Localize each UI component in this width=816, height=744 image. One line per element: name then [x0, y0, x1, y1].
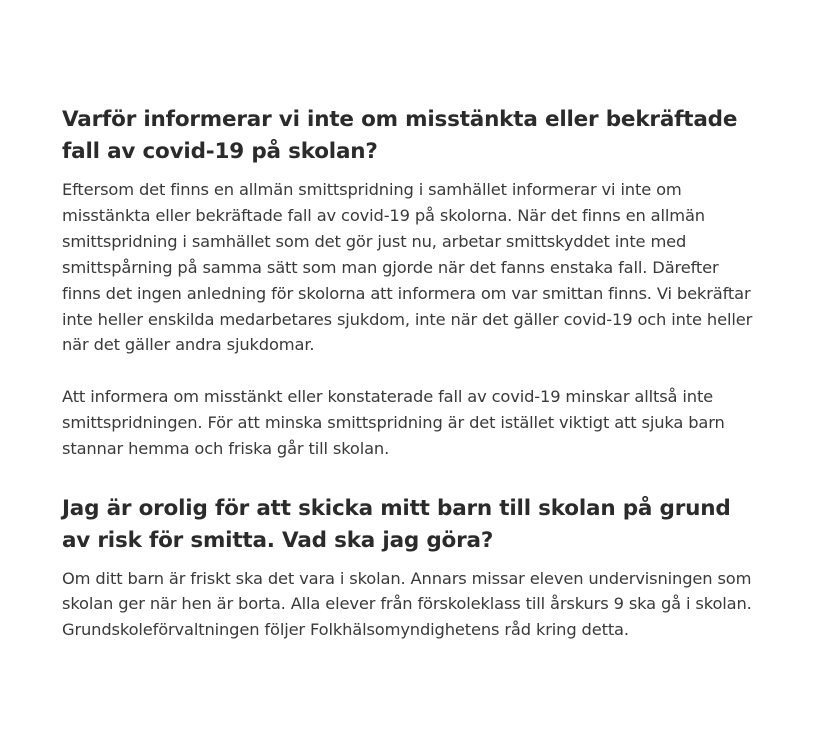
faq-answer-2-paragraph-1: Om ditt barn är friskt ska det vara i skolan. Annars missar eleven undervisningen som skolan ger när hen är borta. Alla elever från förskoleklass till årskurs 9 ska gå i skolan. Grundskoleförvaltningen följer Folkhälsomyndighetens råd kring detta.: [62, 568, 752, 640]
faq-section-2: [62, 493, 762, 644]
faq-section-1: [62, 104, 762, 462]
faq-question-1: Varför informerar vi inte om misstänkta eller bekräftade fall av covid-19 på skolan?: [62, 107, 738, 164]
faq-answer-1-paragraph-2: Att informera om misstänkt eller konstaterade fall av covid-19 minskar alltså inte smittspridningen. För att minska smittspridning är det istället viktigt att sjuka barn stannar hemma och friska går till skolan.: [62, 386, 725, 458]
faq-content: [62, 104, 762, 643]
faq-answer-1-paragraph-1: Eftersom det finns en allmän smittspridning i samhället informerar vi inte om misstänkta eller bekräftade fall av covid-19 på skolorna. När det finns en allmän smittspridning i samhället som det gör just nu, arbetar smittskyddet inte med smittspårning på samma sätt som man gjorde när det fanns enstaka fall. Därefter finns det ingen anledning för skolorna att informera om var smittan finns. Vi bekräftar inte heller enskilda medarbetares sjukdom, inte när det gäller covid-19 och inte heller när det gäller andra sjukdomar.: [62, 180, 753, 355]
faq-question-2: Jag är orolig för att skicka mitt barn till skolan på grund av risk för smitta. Vad ska jag göra?: [62, 495, 731, 553]
